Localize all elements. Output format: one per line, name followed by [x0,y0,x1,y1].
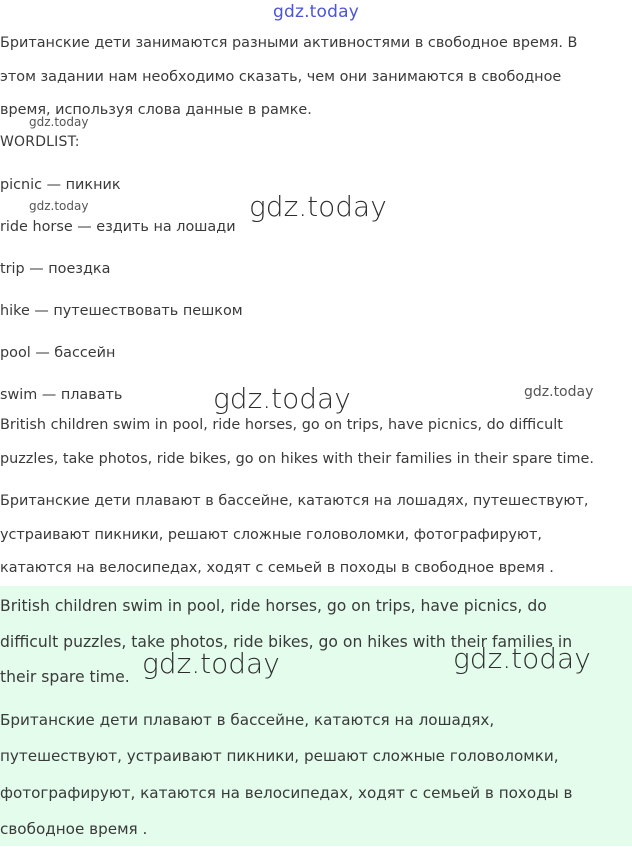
wordlist-item: picnic — пикник [0,177,121,193]
solution-russian [0,485,588,586]
solution-russian-line: Британские дети плавают в бассейне, катаются на лошадях, путешествуют, [0,493,589,509]
answer-english-line: British children swim in pool, ride horses, go on trips, have picnics, do [0,597,547,615]
answer-russian-line: свободное время . [0,819,148,838]
solution-russian-line: устраивают пикники, решают сложные головоломки, фотографируют, [0,526,542,543]
wordlist-item: pool — бассейн [0,345,116,361]
intro-line: время, используя слова данные в рамке. [0,102,312,118]
watermark-small: gdz.today [29,115,89,129]
solution-russian-line: катаются на велосипедах, ходят с семьей в походы в свободное время . [0,560,554,576]
answer-russian-line: фотографируют, катаются на велосипедах, ходят с семьей в походы в [0,783,573,802]
wordlist-item: swim — плавать [0,387,123,403]
solution-english-line: British children swim in pool, ride horses, go on trips, have picnics, do difficult [0,417,563,433]
answer-english-line: their spare time. [0,668,130,686]
answer-russian-line: Британские дети плавают в бассейне, катаются на лошадях, [0,711,495,729]
watermark-large: gdz.today [213,382,351,415]
answer-english-line: difficult puzzles, take photos, ride bikes, go on hikes with their families in [0,632,573,651]
wordlist-title: WORDLIST: [0,134,80,150]
watermark-small: gdz.today [524,384,594,400]
intro-line: этом задании нам необходимо сказать, чем они занимаются в свободное [0,68,562,85]
intro-paragraph [0,27,577,128]
answer-russian-line: путешествуют, устраивают пикники, решают сложные головоломки, [0,747,559,766]
wordlist-item: trip — поездка [0,261,111,277]
watermark-large: gdz.today [249,190,387,223]
answer-russian [0,702,572,847]
intro-line: Британские дети занимаются разными активностями в свободное время. В [0,35,578,51]
wordlist-item: ride horse — ездить на лошади [0,219,236,235]
answer-box [0,586,632,846]
watermark-small: gdz.today [29,199,89,213]
wordlist-item: hike — путешествовать пешком [0,303,243,319]
watermark-large: gdz.today [142,647,280,680]
watermark-large: gdz.today [453,642,591,675]
solution-english [0,409,594,476]
solution-english-line: puzzles, take photos, ride bikes, go on hikes with their families in their spare time. [0,450,594,467]
watermark-top: gdz.today [272,2,360,22]
